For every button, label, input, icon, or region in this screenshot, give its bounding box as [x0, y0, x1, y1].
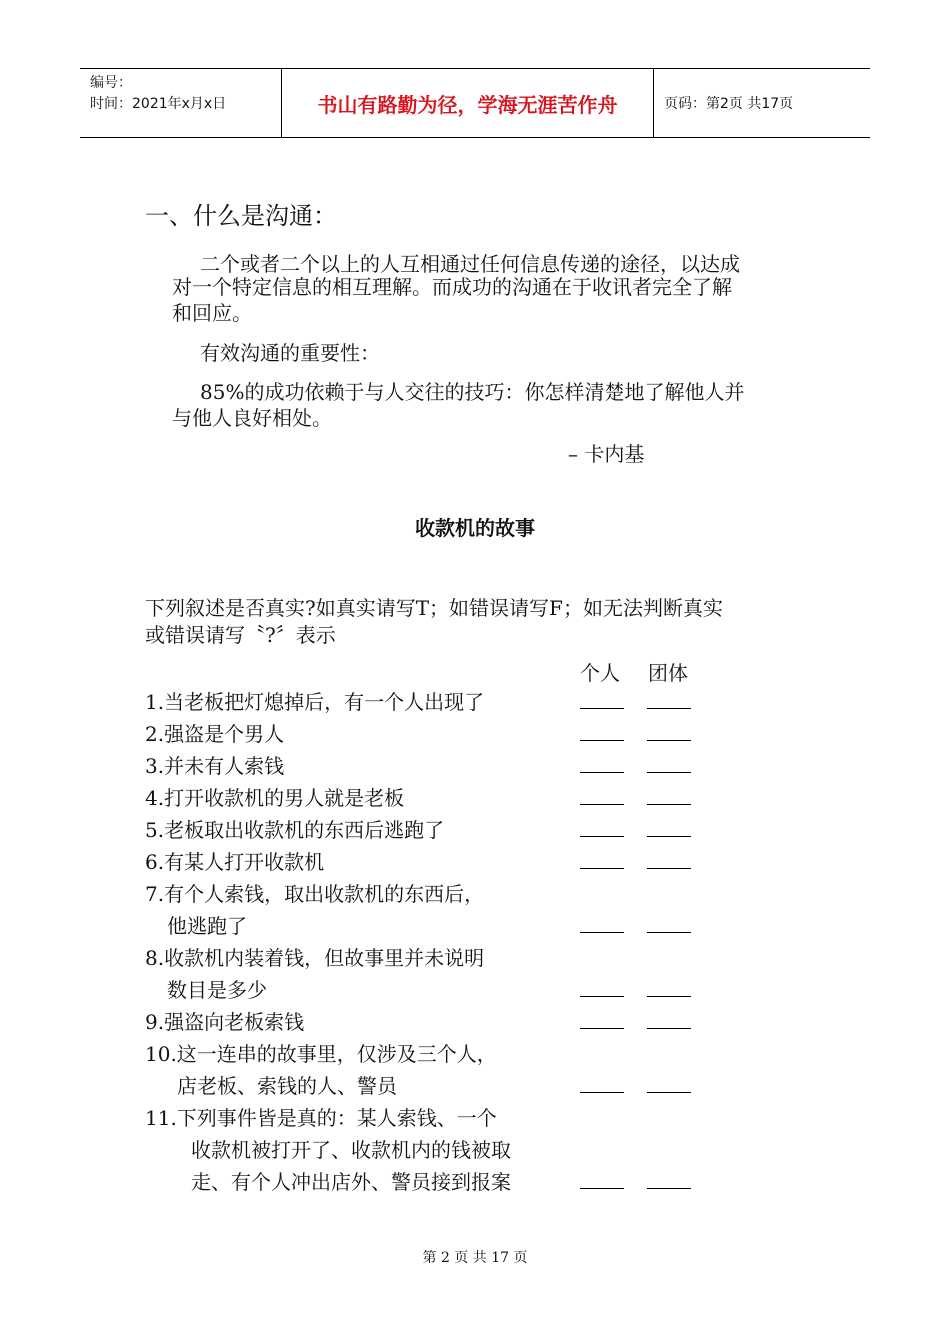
question-5-group-answer-blank[interactable] — [647, 836, 691, 837]
question-2-individual-answer-blank[interactable] — [580, 740, 624, 741]
question-8-individual-answer-blank[interactable] — [580, 996, 624, 997]
instruction-line1: 下列叙述是否真实?如真实请写T；如错误请写F；如无法判断真实 — [145, 596, 723, 620]
question-11-line-1: 11.下列事件皆是真的：某人索钱、一个 — [145, 1106, 497, 1130]
question-9-line-1: 9.强盗向老板索钱 — [145, 1010, 305, 1034]
column-individual: 个人 — [580, 661, 620, 685]
quote-line1: 85%的成功依赖于与人交往的技巧：你怎样清楚地了解他人并 — [200, 380, 745, 404]
para1-line2: 对一个特定信息的相互理解。而成功的沟通在于收讯者完全了解 — [172, 275, 732, 299]
question-8-line-1: 8.收款机内装着钱，但故事里并未说明 — [145, 946, 485, 970]
question-10-individual-answer-blank[interactable] — [580, 1092, 624, 1093]
question-4-line-1: 4.打开收款机的男人就是老板 — [145, 786, 405, 810]
question-2-group-answer-blank[interactable] — [647, 740, 691, 741]
question-4-individual-answer-blank[interactable] — [580, 804, 624, 805]
para1-line3: 和回应。 — [172, 301, 252, 325]
header-left-cell — [80, 69, 282, 137]
question-11-group-answer-blank[interactable] — [647, 1188, 691, 1189]
importance-heading: 有效沟通的重要性： — [200, 341, 380, 365]
number-label: 编号： — [90, 75, 132, 91]
question-6-individual-answer-blank[interactable] — [580, 868, 624, 869]
question-9-individual-answer-blank[interactable] — [580, 1028, 624, 1029]
question-8-group-answer-blank[interactable] — [647, 996, 691, 997]
question-6-line-1: 6.有某人打开收款机 — [145, 850, 325, 874]
question-8-line-2: 数目是多少 — [167, 978, 267, 1002]
question-6-group-answer-blank[interactable] — [647, 868, 691, 869]
section-heading: 一、什么是沟通： — [145, 202, 337, 230]
question-11-individual-answer-blank[interactable] — [580, 1188, 624, 1189]
question-5-line-1: 5.老板取出收款机的东西后逃跑了 — [145, 818, 445, 842]
question-10-group-answer-blank[interactable] — [647, 1092, 691, 1093]
question-11-line-2: 收款机被打开了、收款机内的钱被取 — [191, 1138, 511, 1162]
quote-attribution: – 卡内基 — [568, 442, 645, 466]
question-3-group-answer-blank[interactable] — [647, 772, 691, 773]
story-title: 收款机的故事 — [415, 516, 535, 540]
instruction-line2: 或错误请写〝?〞表示 — [145, 623, 336, 647]
question-3-individual-answer-blank[interactable] — [580, 772, 624, 773]
question-2-line-1: 2.强盗是个男人 — [145, 722, 285, 746]
question-1-individual-answer-blank[interactable] — [580, 708, 624, 709]
question-11-line-3: 走、有个人冲出店外、警员接到报案 — [191, 1170, 511, 1194]
question-9-group-answer-blank[interactable] — [647, 1028, 691, 1029]
question-7-line-2: 他逃跑了 — [167, 914, 247, 938]
question-1-line-1: 1.当老板把灯熄掉后，有一个人出现了 — [145, 690, 485, 714]
question-7-individual-answer-blank[interactable] — [580, 932, 624, 933]
page-label: 页码：第2页 共17页 — [664, 96, 794, 112]
time-label: 时间：2021年x月x日 — [90, 96, 227, 112]
question-5-individual-answer-blank[interactable] — [580, 836, 624, 837]
question-3-line-1: 3.并未有人索钱 — [145, 754, 285, 778]
question-10-line-1: 10.这一连串的故事里，仅涉及三个人， — [145, 1042, 497, 1066]
para1-line1: 二个或者二个以上的人互相通过任何信息传递的途径，以达成 — [200, 252, 740, 276]
question-1-group-answer-blank[interactable] — [647, 708, 691, 709]
question-10-line-2: 店老板、索钱的人、警员 — [177, 1074, 397, 1098]
motto: 书山有路勤为径，学海无涯苦作舟 — [282, 69, 654, 137]
page-footer: 第 2 页 共 17 页 — [422, 1250, 528, 1266]
quote-line2: 与他人良好相处。 — [172, 406, 332, 430]
question-7-line-1: 7.有个人索钱，取出收款机的东西后， — [145, 882, 485, 906]
question-7-group-answer-blank[interactable] — [647, 932, 691, 933]
page-header — [80, 68, 870, 138]
column-group: 团体 — [648, 661, 688, 685]
question-4-group-answer-blank[interactable] — [647, 804, 691, 805]
